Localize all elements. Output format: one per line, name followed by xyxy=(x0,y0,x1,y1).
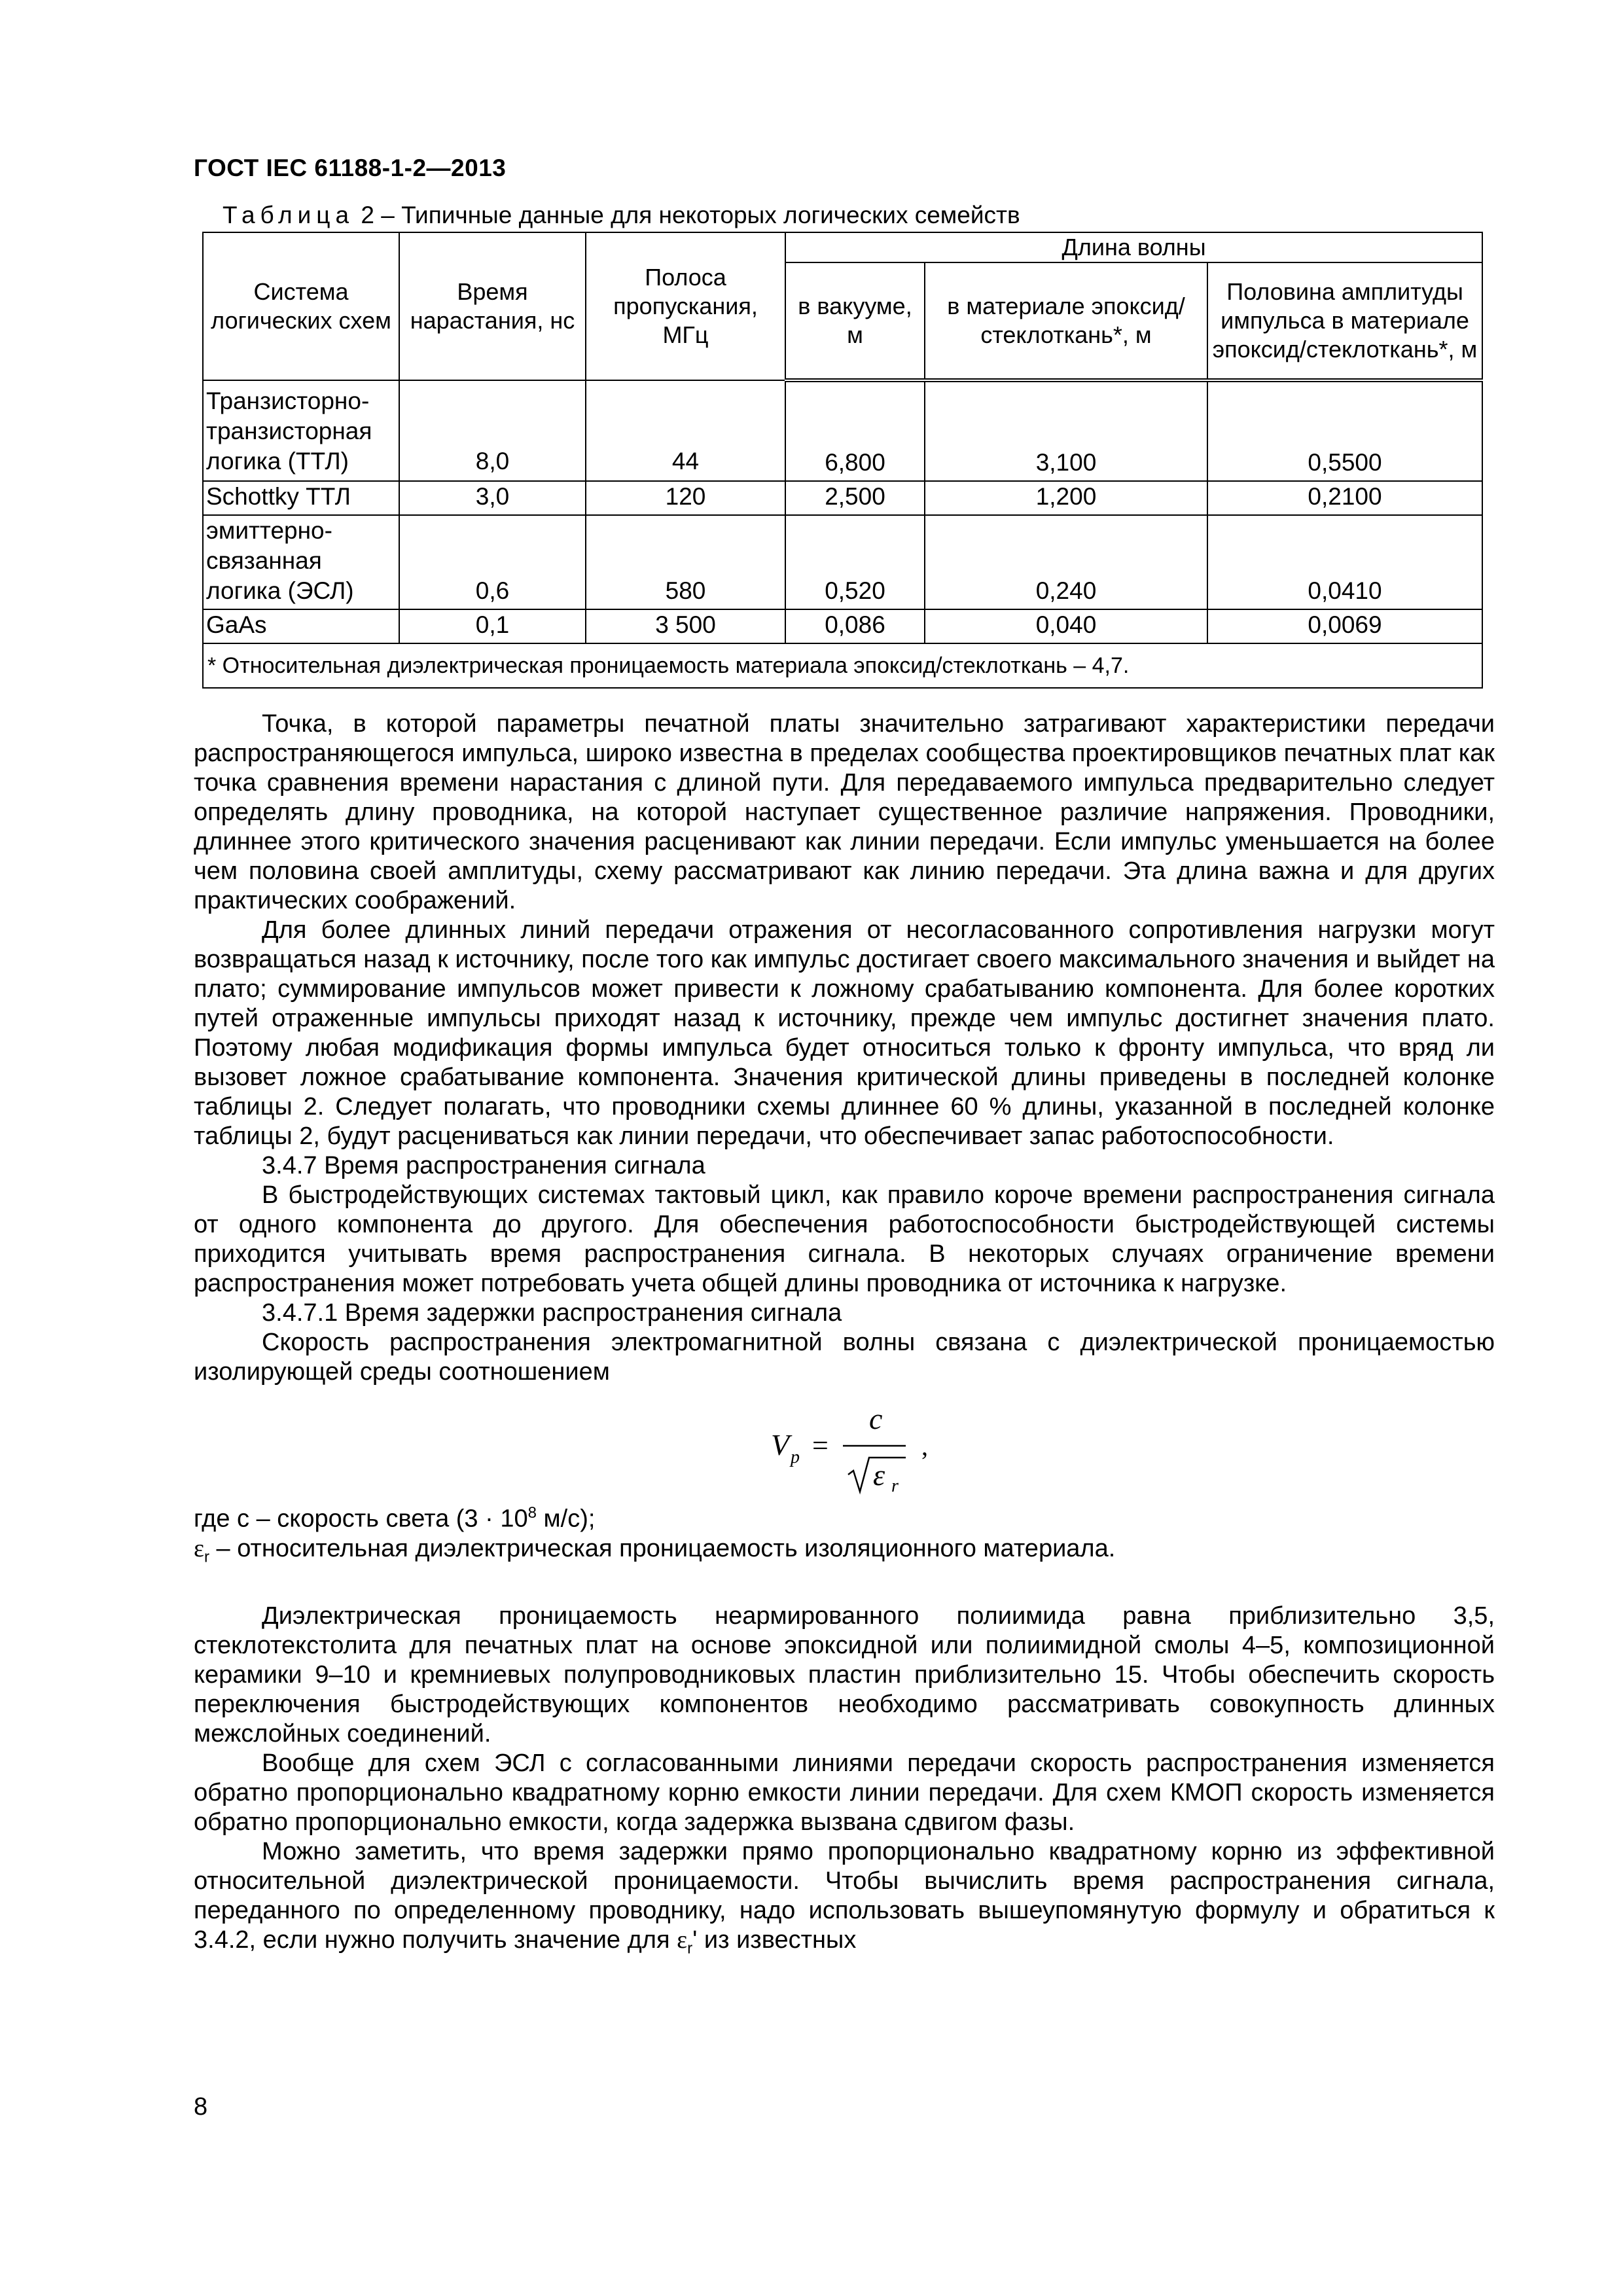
cell-band xyxy=(586,380,785,481)
epsilon-symbol: ε xyxy=(677,1926,688,1954)
cell-half xyxy=(1207,481,1482,515)
cell-half xyxy=(1207,609,1482,643)
formula-lhs: V xyxy=(771,1428,790,1462)
formula-comma: , xyxy=(921,1431,928,1461)
cell-value: 0,040 xyxy=(1035,611,1097,638)
cell-system-line: логика (ЭСЛ) xyxy=(206,577,354,604)
cell-system xyxy=(203,380,399,481)
table-caption xyxy=(223,202,1020,229)
cell-value: 0,240 xyxy=(1035,577,1097,604)
paragraph: Скорость распространения электромагнитной волны связана с диэлектрической проницаемостью изолирующей среды соотношением xyxy=(194,1329,1495,1386)
velocity-formula xyxy=(194,1393,1495,1498)
formula-graphic xyxy=(194,1393,1495,1498)
cell-rise xyxy=(399,481,586,515)
header-bandwidth: Полоса пропускания, МГц xyxy=(586,232,785,380)
formula-lhs-sub: p xyxy=(791,1447,800,1467)
paragraph: Вообще для схем ЭСЛ с согласованными линиями передачи скорость распространения изменяется обратно пропорционально квадратному корню емкости линии передачи. Для схем КМОП скорость изменяется обратно пропорционально емкости, когда задержка вызвана сдвигом фазы. xyxy=(194,1749,1495,1837)
cell-system-line: эмиттерно- xyxy=(206,517,332,544)
cell-value: 0,1 xyxy=(475,611,510,638)
table-caption-word: Таблица xyxy=(223,202,355,228)
table-row xyxy=(203,515,1482,609)
table-row xyxy=(203,481,1482,515)
paragraph: Точка, в которой параметры печатной платы значительно затрагивают характеристики передачи распространяющегося импульса, широко известна в пределах сообщества проектировщиков печатных плат как точка сравнения времени нарастания с длиной пути. Для передаваемого импульса предварительно следует определять длину проводника, на которой наступает существенное различие напряжения. Проводники, длиннее этого критического значения расценивают как линии передачи. Если импульс уменьшается на более чем половина своей амплитуды, схему рассматривают как линию передачи. Эта длина важна и для других практических соображений. xyxy=(194,710,1495,914)
table-row xyxy=(203,609,1482,643)
paragraph-text: Можно заметить, что время задержки прямо пропорционально квадратному корню из эффективной относительной диэлектрической проницаемости. Чтобы вычислить время распространения сигнала, переданного по определенному проводнику, надо использовать вышеупомянутую формулу и обратиться к 3.4.2, если нужно получить значение для xyxy=(194,1838,1495,1954)
cell-value: 44 xyxy=(671,448,700,475)
paragraph: Для более длинных линий передачи отражения от несогласованного сопротивления нагрузки могут возвращаться назад к источнику, после того как импульс достигает своего максимального значения и выйдет на плато; суммирование импульсов может привести к ложному срабатыванию компонента. Для более коротких путей отраженные импульсы приходят назад к источнику, прежде чем импульс достигнет значения плато. Поэтому любая модификация формы импульса будет относиться только к фронту импульса, что вряд ли вызовет ложное срабатывание компонента. Значения критической длины приведены в последней колонке таблицы 2. Следует полагать, что проводники схемы длиннее 60 % длины, указанной в последней колонке таблицы 2, будут расцениваться как линии передачи, что обеспечивает запас работоспособности. xyxy=(194,916,1495,1150)
cell-band xyxy=(586,515,785,609)
header-system: Система логических схем xyxy=(203,232,399,380)
cell-half xyxy=(1207,380,1482,481)
cell-system-line: GaAs xyxy=(206,611,267,638)
cell-system-line: Schottky ТТЛ xyxy=(206,483,351,510)
legend-eps-text: – относительная диэлектрическая проницаемость изоляционного материала. xyxy=(209,1534,1116,1562)
cell-system-line: логика (ТТЛ) xyxy=(206,448,349,475)
document-header: ГОСТ IEC 61188-1-2—2013 xyxy=(194,154,507,181)
paragraph: Диэлектрическая проницаемость неармированного полиимида равна приблизительно 3,5, стеклотекстолита для печатных плат на основе эпоксидной или полиимидной смолы 4–5, композиционной керамики 9–10 и кремниевых полупроводниковых пластин приблизительно 15. Чтобы обеспечить скорость переключения быстродействующих компонентов необходимо рассматривать совокупность длинных межслойных соединений. xyxy=(194,1602,1495,1748)
table-body xyxy=(203,380,1482,643)
formula-den-sub: r xyxy=(891,1476,899,1496)
formula-equals: = xyxy=(812,1429,829,1462)
cell-system xyxy=(203,481,399,515)
cell-rise xyxy=(399,380,586,481)
cell-value: 2,500 xyxy=(825,483,885,510)
header-rise-time: Время нарастания, нс xyxy=(399,232,586,380)
subsection-heading: 3.4.7.1 Время задержки распространения сигнала xyxy=(262,1299,842,1327)
cell-band xyxy=(586,481,785,515)
table-footnote: * Относительная диэлектрическая проницаемость материала эпоксид/стеклоткань – 4,7. xyxy=(203,643,1482,688)
cell-rise xyxy=(399,515,586,609)
epsilon-sub: r xyxy=(687,1939,693,1958)
cell-half xyxy=(1207,515,1482,609)
cell-value: 8,0 xyxy=(475,448,510,475)
logic-families-table xyxy=(202,232,1483,689)
section-heading: 3.4.7 Время распространения сигнала xyxy=(262,1152,705,1179)
cell-material xyxy=(925,380,1207,481)
cell-value: 3 500 xyxy=(655,611,716,638)
legend-line-c xyxy=(194,1498,1495,1534)
cell-band xyxy=(586,609,785,643)
legend-c-exponent: 8 xyxy=(527,1504,537,1522)
cell-system xyxy=(203,609,399,643)
header-wavelength: Длина волны xyxy=(785,232,1482,262)
formula-numerator: c xyxy=(869,1402,883,1435)
legend-c-text: где с – скорость света (3 · 10 xyxy=(194,1505,528,1533)
cell-value: 6,800 xyxy=(825,449,885,476)
cell-material xyxy=(925,515,1207,609)
header-material: в материале эпоксид/стеклоткань*, м xyxy=(925,262,1207,380)
paragraph-text-end: ' из известных xyxy=(692,1926,857,1954)
table-caption-text: 2 – Типичные данные для некоторых логических семейств xyxy=(354,202,1020,228)
cell-value: 120 xyxy=(665,483,706,510)
table-row xyxy=(203,380,1482,481)
legend-c-units: м/с); xyxy=(536,1505,596,1533)
cell-value: 0,6 xyxy=(475,577,510,604)
cell-vacuum xyxy=(785,515,925,609)
paragraph xyxy=(194,1837,1495,1964)
cell-system-line: Транзисторно- xyxy=(206,387,370,414)
cell-value: 0,2100 xyxy=(1308,483,1382,510)
cell-value: 3,100 xyxy=(1035,449,1097,476)
cell-vacuum xyxy=(785,481,925,515)
cell-system xyxy=(203,515,399,609)
cell-value: 0,0069 xyxy=(1308,611,1382,638)
cell-value: 1,200 xyxy=(1035,483,1097,510)
legend-eps-symbol: ε xyxy=(194,1534,204,1562)
legend-eps-sub: r xyxy=(204,1548,209,1566)
cell-material xyxy=(925,481,1207,515)
cell-value: 0,086 xyxy=(825,611,885,638)
header-vacuum: в вакууме, м xyxy=(785,262,925,380)
paragraph: В быстродействующих системах тактовый цикл, как правило короче времени распространения сигнала от одного компонента до другого. Для обеспечения работоспособности быстродействующей системы приходится учитывать время распространения сигнала. В некоторых случаях ограничение времени распространения может потребовать учета общей длины проводника от источника к нагрузке. xyxy=(194,1181,1495,1297)
body-text xyxy=(194,709,1495,1964)
formula-legend xyxy=(194,1498,1495,1571)
legend-line-eps xyxy=(194,1534,1495,1572)
cell-rise xyxy=(399,609,586,643)
page-number: 8 xyxy=(194,2093,208,2121)
cell-value: 0,5500 xyxy=(1308,449,1382,476)
cell-system-line: транзисторная xyxy=(206,418,372,444)
formula-denominator: ε xyxy=(873,1458,885,1492)
cell-value: 0,0410 xyxy=(1308,577,1382,604)
cell-system-line: связанная xyxy=(206,547,322,574)
cell-value: 3,0 xyxy=(475,483,510,510)
cell-value: 580 xyxy=(665,577,706,604)
cell-value: 0,520 xyxy=(825,577,885,604)
cell-vacuum xyxy=(785,380,925,481)
cell-vacuum xyxy=(785,609,925,643)
cell-material xyxy=(925,609,1207,643)
header-half-amplitude: Половина амплитуды импульса в материале эпоксид/стеклоткань*, м xyxy=(1207,262,1482,380)
